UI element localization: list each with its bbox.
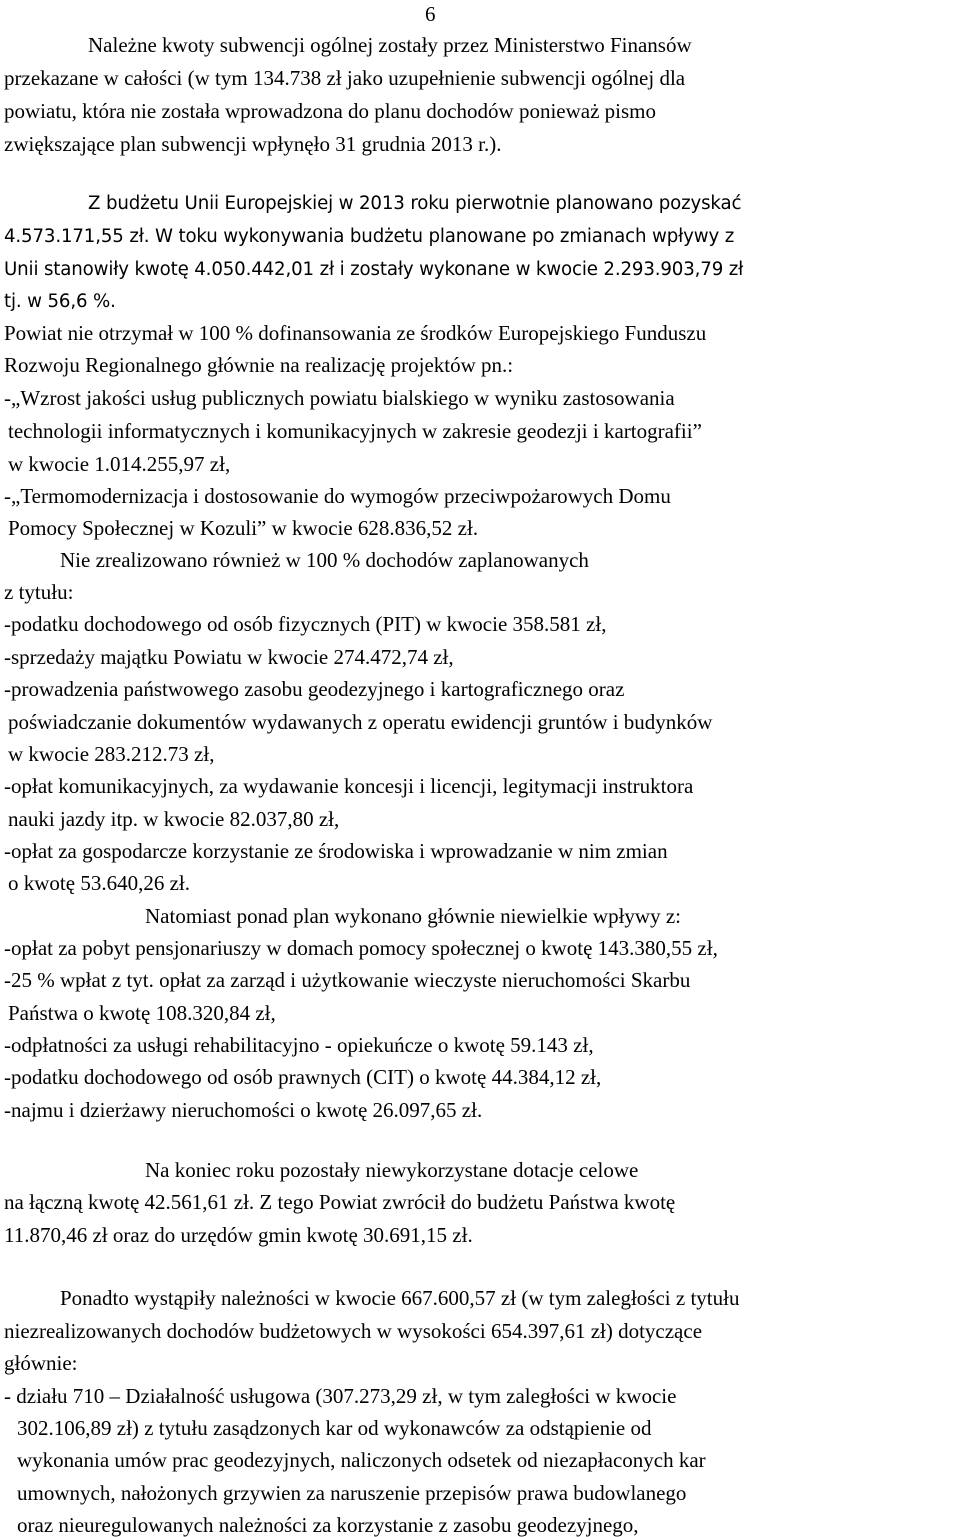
text-line: z tytułu: [4, 580, 74, 604]
text-line: zwiększające plan subwencji wpłynęło 31 grudnia 2013 r.). [4, 132, 502, 156]
list-item: -„Termomodernizacja i dostosowanie do wymogów przeciwpożarowych Domu [4, 484, 671, 508]
list-item: -odpłatności za usługi rehabilitacyjno - opiekuńcze o kwotę 59.143 zł, [4, 1033, 594, 1057]
list-item: Państwa o kwotę 108.320,84 zł, [8, 1001, 276, 1025]
page-number: 6 [425, 2, 436, 26]
list-item: nauki jazdy itp. w kwocie 82.037,80 zł, [8, 807, 340, 831]
list-item: o kwotę 53.640,26 zł. [8, 871, 190, 895]
text-line: Unii stanowiły kwotę 4.050.442,01 zł i zostały wykonane w kwocie 2.293.903,79 zł [4, 259, 744, 280]
list-item: -prowadzenia państwowego zasobu geodezyjnego i kartograficznego oraz [4, 677, 625, 701]
text-line: Powiat nie otrzymał w 100 % dofinansowania ze środków Europejskiego Funduszu [4, 321, 707, 345]
list-item: 302.106,89 zł) z tytułu zasądzonych kar od wykonawców za odstąpienie od [17, 1416, 652, 1440]
list-item: oraz nieuregulowanych należności za korzystanie z zasobu geodezyjnego, [17, 1513, 639, 1537]
text-line: Natomiast ponad plan wykonano głównie niewielkie wpływy z: [145, 904, 681, 928]
text-line: 11.870,46 zł oraz do urzędów gmin kwotę 30.691,15 zł. [4, 1223, 473, 1247]
list-item: -25 % wpłat z tyt. opłat za zarząd i użytkowanie wieczyste nieruchomości Skarbu [4, 968, 691, 992]
list-item: -opłat komunikacyjnych, za wydawanie koncesji i licencji, legitymacji instruktora [4, 774, 694, 798]
text-line: przekazane w całości (w tym 134.738 zł jako uzupełnienie subwencji ogólnej dla [4, 66, 686, 90]
list-item: -najmu i dzierżawy nieruchomości o kwotę 26.097,65 zł. [4, 1098, 483, 1122]
text-line: Ponadto wystąpiły należności w kwocie 667.600,57 zł (w tym zaległości z tytułu [60, 1286, 740, 1310]
list-item: -podatku dochodowego od osób prawnych (CIT) o kwotę 44.384,12 zł, [4, 1065, 602, 1089]
text-line: głównie: [4, 1351, 78, 1375]
list-item: - działu 710 – Działalność usługowa (307.273,29 zł, w tym zaległości w kwocie [4, 1384, 677, 1408]
list-item: -„Wzrost jakości usług publicznych powiatu bialskiego w wyniku zastosowania [4, 386, 675, 410]
text-line: Należne kwoty subwencji ogólnej zostały przez Ministerstwo Finansów [88, 33, 692, 57]
list-item: -podatku dochodowego od osób fizycznych (PIT) w kwocie 358.581 zł, [4, 612, 607, 636]
text-line: powiatu, która nie została wprowadzona do planu dochodów ponieważ pismo [4, 99, 656, 123]
list-item: -opłat za pobyt pensjonariuszy w domach pomocy społecznej o kwotę 143.380,55 zł, [4, 936, 718, 960]
text-line: tj. w 56,6 %. [4, 291, 116, 312]
text-line: Na koniec roku pozostały niewykorzystane dotacje celowe [145, 1158, 639, 1182]
text-line: Rozwoju Regionalnego głównie na realizację projektów pn.: [4, 353, 514, 377]
list-item: w kwocie 1.014.255,97 zł, [8, 452, 231, 476]
list-item: wykonania umów prac geodezyjnych, naliczonych odsetek od niezapłaconych kar [17, 1448, 706, 1472]
list-item: umownych, nałożonych grzywien za naruszenie przepisów prawa budowlanego [17, 1481, 687, 1505]
list-item: poświadczanie dokumentów wydawanych z operatu ewidencji gruntów i budynków [8, 710, 713, 734]
list-item: Pomocy Społecznej w Kozuli” w kwocie 628.836,52 zł. [8, 516, 479, 540]
list-item: -opłat za gospodarcze korzystanie ze środowiska i wprowadzanie w nim zmian [4, 839, 668, 863]
text-line: 4.573.171,55 zł. W toku wykonywania budżetu planowane po zmianach wpływy z [4, 226, 735, 247]
list-item: w kwocie 283.212.73 zł, [8, 742, 215, 766]
list-item: technologii informatycznych i komunikacyjnych w zakresie geodezji i kartografii” [8, 419, 702, 443]
text-line: Z budżetu Unii Europejskiej w 2013 roku pierwotnie planowano pozyskać [88, 193, 742, 214]
text-line: Nie zrealizowano również w 100 % dochodów zaplanowanych [60, 548, 589, 572]
list-item: -sprzedaży majątku Powiatu w kwocie 274.472,74 zł, [4, 645, 454, 669]
text-line: na łączną kwotę 42.561,61 zł. Z tego Powiat zwrócił do budżetu Państwa kwotę [4, 1190, 676, 1214]
text-line: niezrealizowanych dochodów budżetowych w wysokości 654.397,61 zł) dotyczące [4, 1319, 703, 1343]
